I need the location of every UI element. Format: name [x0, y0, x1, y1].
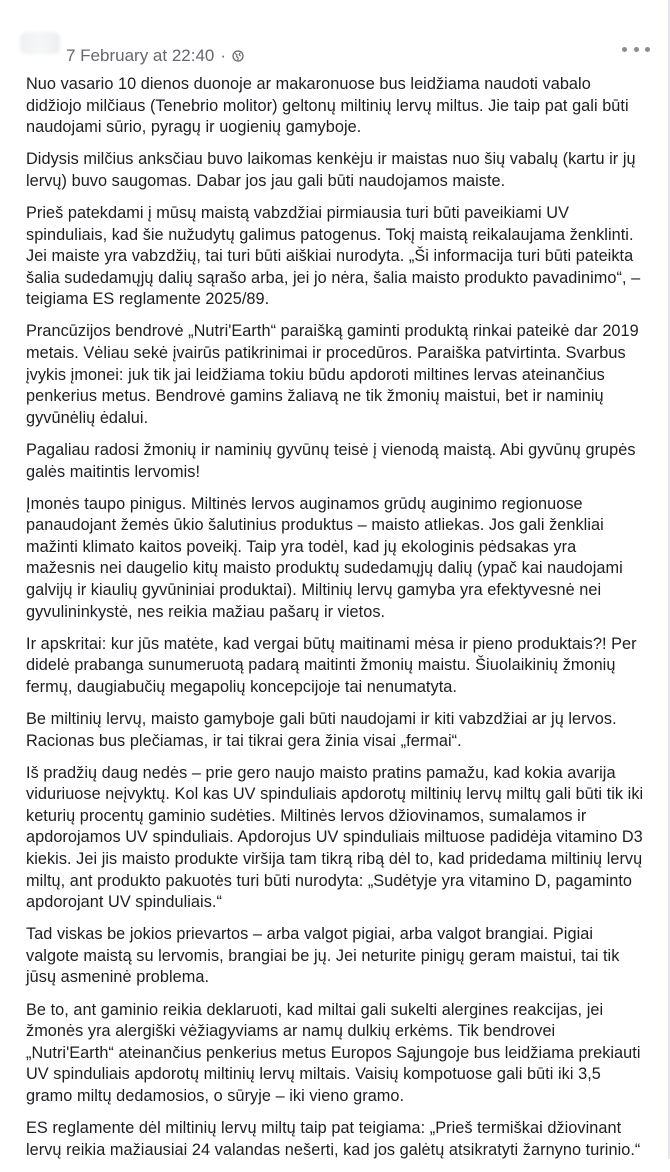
post-paragraph: Įmonės taupo pinigus. Miltinės lervos auginamos grūdų auginimo regionuose panaudojant žemės ūkio šalutinius produktus – maisto atliekas. Jos gali ženkliai mažinti klimato kaitos poveikį. Taip yra todėl, kad jų ekologinis pėdsakas yra mažesnis nei daugelio kitų maisto produktų sudedamųjų dalių (ypač kai naudojami galvijų ir kiaulių gyvūniniai produktai). Miltinių lervų gamyba yra efektyvesnė nei gyvulininkystė, nes reikia mažiau pašarų ir vietos.: [26, 494, 623, 621]
post-paragraph: Tad viskas be jokios prievartos – arba valgot pigiai, arba valgot brangiai. Pigiai valgote maistą su lervomis, brangiai be jų. Jei neturite pinigų geram maistui, tai tik jūsų asmeninė problema.: [26, 925, 620, 987]
post-header: [0, 0, 670, 70]
post-paragraph: Be to, ant gaminio reikia deklaruoti, kad miltai gali sukelti alergines reakcijas, jei žmonės yra alergiški vėžiagyviams ar namų dulkių erkėms. Tik bendrovei „Nutri'Earth“ ateinančius penkerius metus Europos Sąjungoje bus leidžiama prekiauti UV spinduliais apdorotų miltinių lervų miltais. Vaisių kompotuose gali būti iki 3,5 gramo miltų dedamosios, o sūryje – iki vieno gramo.: [26, 1000, 641, 1105]
post-meta: [66, 46, 244, 66]
post-paragraph: Be miltinių lervų, maisto gamyboje gali būti naudojami ir kiti vabzdžiai ar jų lervos. Racionas bus plečiamas, ir tai tikrai gera žinia visai „fermai“.: [26, 709, 617, 750]
post-paragraph: Nuo vasario 10 dienos duonoje ar makaronuose bus leidžiama naudoti vabalo didžiojo milčiaus (Tenebrio molitor) geltonų miltinių lervų miltus. Jie taip pat gali būti naudojami sūrio, pyragų ir uogienių gamyboje.: [26, 75, 629, 137]
author-name-redacted[interactable]: [20, 32, 60, 54]
post-timestamp[interactable]: 7 February at 22:40: [66, 46, 215, 65]
post-paragraph: Iš pradžių daug nedės – prie gero naujo maisto pratins pamažu, kad kokia avarija viduriuose neįvyktų. Kol kas UV spinduliais apdorotų miltinių lervų miltų gali būti tik iki keturių procentų gaminio sudėties. Miltinės lervos džiovinamos, sumalamos ir apdorojamos UV spinduliais. Apdorojus UV spinduliais miltuose padidėja vitamino D3 kiekis. Jei jis maisto produkte viršija tam tikrą ribą dėl to, kad pridedama miltinių lervų miltų, ant produkto pakuotės turi būti nurodyta: „Sudėtyje yra vitamino D, pagamintо apdorojant UV spinduliais.“: [26, 763, 644, 912]
meta-separator: ·: [220, 46, 227, 65]
post-body: [26, 74, 646, 1172]
more-dot: [622, 47, 627, 52]
more-dot: [634, 47, 639, 52]
post-paragraph: Ir apskritai: kur jūs matėte, kad vergai būtų maitinami mėsa ir pieno produktais?! Per didelė prabanga sunumeruotą padarą maitinti žmonių maistu. Šiuolaikinių žmonių fermų, daugiabučių megapolių koncepcijoje tai nenumatyta.: [26, 634, 637, 696]
post-paragraph: ES reglamente dėl miltinių lervų miltų taip pat teigiama: „Prieš termiškai džiovinant lervų reikia mažiausiai 24 valandas nešerti, kad jos galėtų atsikratyti žarnyno turinio.“: [26, 1119, 641, 1159]
post-paragraph: Didysis milčius anksčiau buvo laikomas kenkėju ir maistas nuo šių vabalų (kartu ir jų lervų) buvo saugomas. Dabar jos jau gali būti naudojamos maiste.: [26, 150, 636, 190]
more-options-icon[interactable]: [622, 40, 650, 58]
post-paragraph: Prieš patekdami į mūsų maistą vabzdžiai pirmiausia turi būti paveikiami UV spinduliais, kad šie nužudytų galimus patogenus. Tokį maistą reikalaujama ženklinti. Jei maiste yra vabzdžių, tai turi būti aiškiai nurodyta. „Ši informacija turi būti pateikta šalia sudedamųjų dalių sąrašo arba, jei jo nėra, šalia maisto produkto pavadinimo“, – teigiama ES reglamente 2025/89.: [26, 203, 641, 309]
post-paragraph: Pagaliau radosi žmonių ir naminių gyvūnų teisė į vienodą maistą. Abi gyvūnų grupės galės maitintis lervomis!: [26, 440, 636, 481]
post-paragraph: Prancūzijos bendrovė „Nutri'Earth“ paraišką gaminti produktą rinkai pateikė dar 2019 metais. Vėliau sekė įvairūs patikrinimai ir procedūros. Paraiška patvirtinta. Svarbus įvykis įmonei: juk tik jai leidžiama tokiu būdu apdoroti miltines lervas ateinančius penkerius metus. Bendrovė gamins žaliavą ne tik žmonių maistui, bet ir naminių gyvūnėlių ėdalui.: [26, 322, 639, 427]
more-dot: [645, 47, 650, 52]
globe-icon[interactable]: [232, 50, 244, 62]
